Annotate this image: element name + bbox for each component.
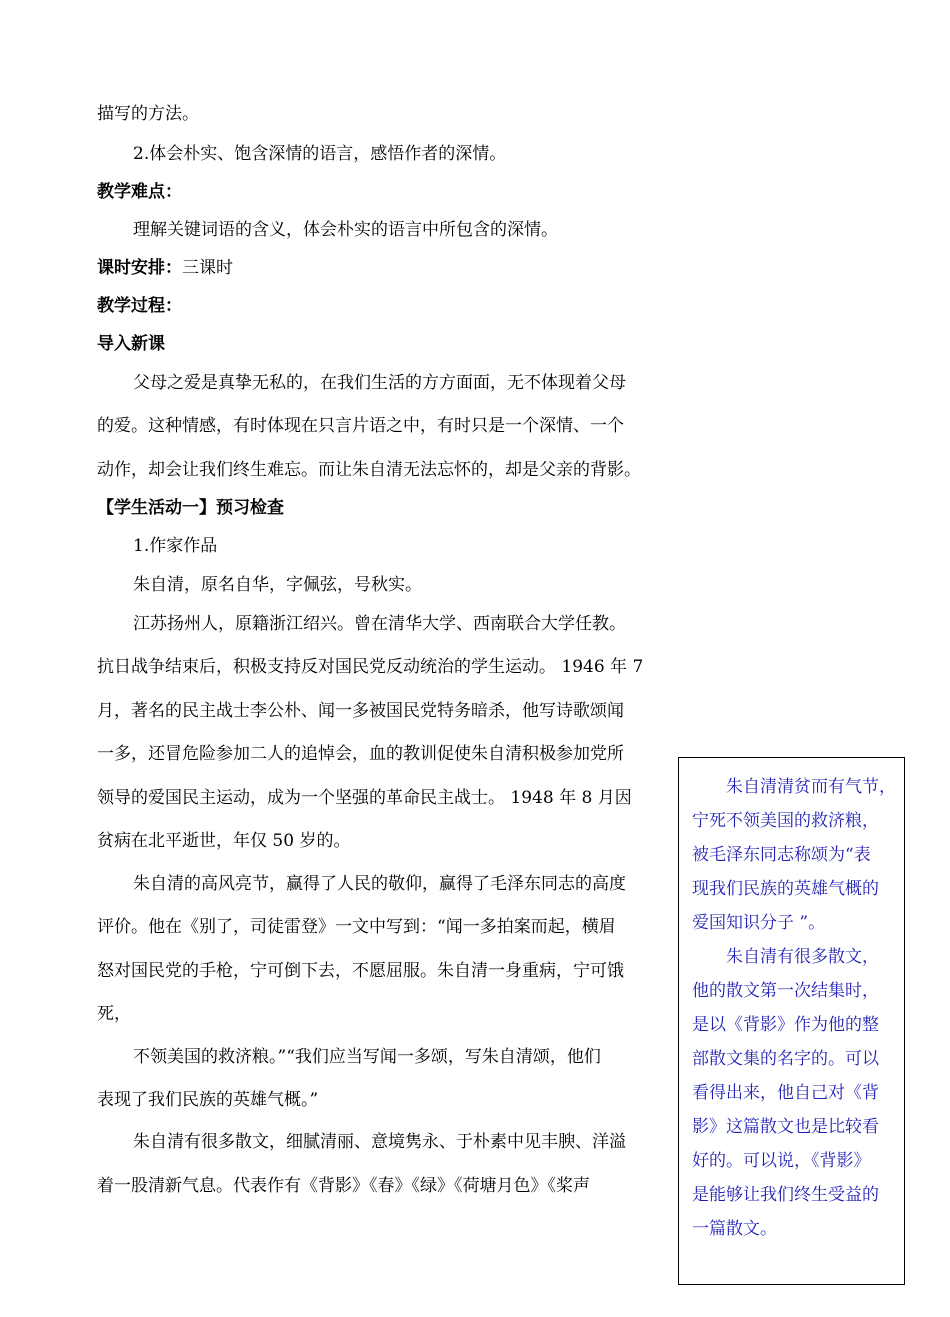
side-note-line: 他的散文第一次结集时，: [692, 981, 879, 1001]
text-line: 1.作家作品: [133, 536, 218, 556]
text-line: 评价。他在《别了，司徒雷登》一文中写到：“闻一多拍案而起，横眉: [97, 917, 616, 937]
text-line: 着一股清新气息。代表作有《背影》《春》《绿》《荷塘月色》《桨声: [97, 1176, 590, 1196]
text-line: 领导的爱国民主运动，成为一个坚强的革命民主战士。 1948 年 8 月因: [97, 788, 632, 808]
side-note-line: 是以《背影》作为他的整: [692, 1015, 879, 1035]
schedule-value: 三课时: [182, 258, 233, 278]
text-line: 江苏扬州人，原籍浙江绍兴。曾在清华大学、西南联合大学任教。: [133, 614, 626, 634]
text-line: 父母之爱是真挚无私的，在我们生活的方方面面，无不体现着父母: [133, 373, 626, 393]
text-line: 抗日战争结束后，积极支持反对国民党反动统治的学生运动。 1946 年 7: [97, 657, 644, 677]
side-note-line: 部散文集的名字的。可以: [692, 1049, 879, 1069]
section-heading: 导入新课: [97, 334, 165, 354]
text-line: 朱自清有很多散文，细腻清丽、意境隽永、于朴素中见丰腴、洋溢: [133, 1132, 626, 1152]
text-line: 月，著名的民主战士李公朴、闻一多被国民党特务暗杀，他写诗歌颂闻: [97, 701, 624, 721]
side-note-line: 宁死不领美国的救济粮，: [692, 811, 879, 831]
text-line: 朱自清，原名自华，字佩弦，号秋实。: [133, 575, 422, 595]
text-line: 一多，还冒危险参加二人的追悼会，血的教训促使朱自清积极参加党所: [97, 744, 624, 764]
text-line: 朱自清的高风亮节，赢得了人民的敬仰，赢得了毛泽东同志的高度: [133, 874, 626, 894]
section-heading: 教学难点：: [97, 182, 182, 202]
text-line: 贫病在北平逝世，年仅 50 岁的。: [97, 831, 351, 851]
side-note-line: 看得出来，他自己对《背: [692, 1083, 879, 1103]
side-note-line: 被毛泽东同志称颂为“表: [692, 845, 871, 865]
text-line: 2.体会朴实、饱含深情的语言，感悟作者的深情。: [133, 144, 507, 164]
side-note-line: 朱自清清贫而有气节，: [726, 777, 896, 797]
side-note-line: 好的。可以说，《背影》: [692, 1151, 871, 1171]
text-line: 理解关键词语的含义，体会朴实的语言中所包含的深情。: [133, 220, 558, 240]
section-heading: 课时安排：: [97, 258, 182, 278]
text-line: 死，: [97, 1004, 131, 1024]
text-line: 描写的方法。: [97, 104, 199, 124]
text-line: 表现了我们民族的英雄气概。”: [97, 1090, 319, 1110]
section-heading: 教学过程：: [97, 296, 182, 316]
side-note-line: 影》这篇散文也是比较看: [692, 1117, 879, 1137]
text-line: 怒对国民党的手枪，宁可倒下去，不愿屈服。朱自清一身重病，宁可饿: [97, 961, 624, 981]
side-note-line: 一篇散文。: [692, 1219, 777, 1239]
schedule-line: [97, 257, 233, 279]
side-note-line: 是能够让我们终生受益的: [692, 1185, 879, 1205]
side-note-line: 现我们民族的英雄气概的: [692, 879, 879, 899]
text-line: 动作，却会让我们终生难忘。而让朱自清无法忘怀的，却是父亲的背影。: [97, 460, 641, 480]
side-note-line: 爱国知识分子 ”。: [692, 913, 826, 933]
text-line: 的爱。这种情感，有时体现在只言片语之中，有时只是一个深情、一个: [97, 416, 624, 436]
section-heading: 【学生活动一】预习检查: [97, 498, 284, 518]
text-line: 不领美国的救济粮。”“我们应当写闻一多颂，写朱自清颂，他们: [133, 1047, 601, 1067]
side-note-line: 朱自清有很多散文，: [726, 947, 879, 967]
